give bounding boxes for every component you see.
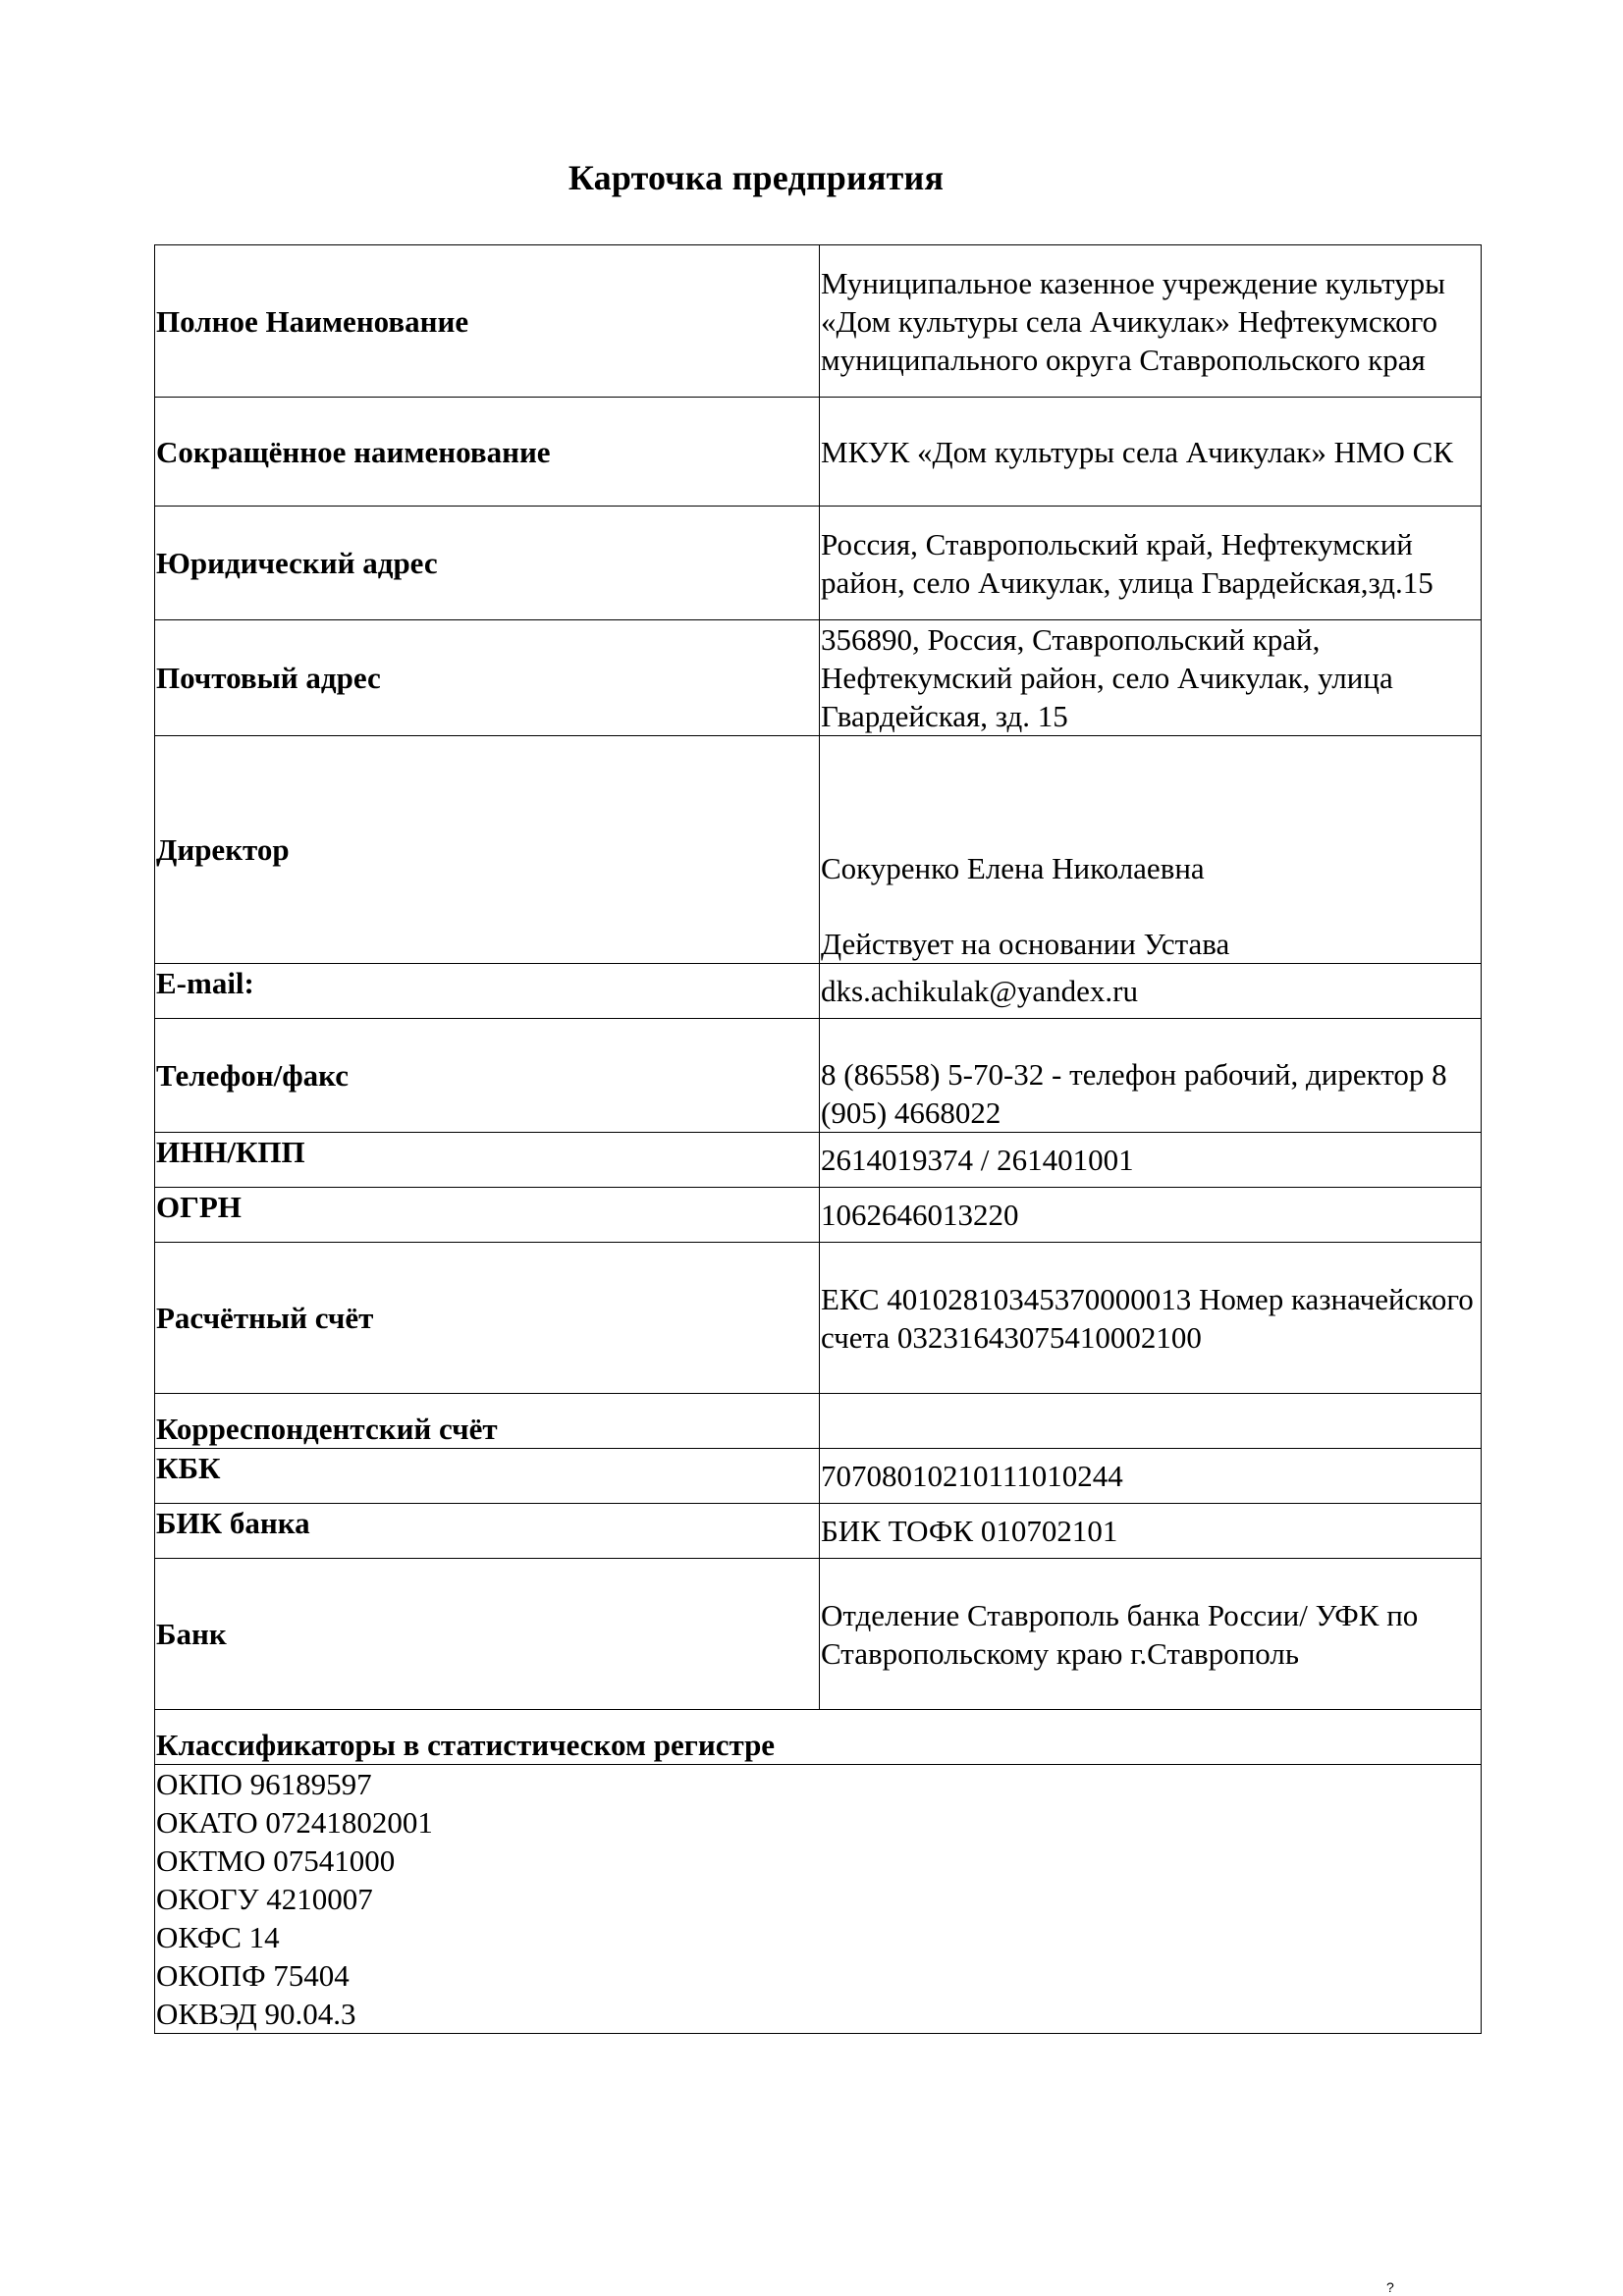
email-label: E-mail:	[155, 964, 820, 1019]
document-title: Карточка предприятия	[568, 158, 945, 197]
row-director	[155, 736, 1482, 964]
short-name-value: МКУК «Дом культуры села Ачикулак» НМО СК	[820, 398, 1482, 507]
row-account	[155, 1243, 1482, 1394]
row-ogrn	[155, 1188, 1482, 1243]
classifier-item: ОКФС 14	[156, 1920, 280, 1954]
classifier-item: ОКАТО 07241802001	[156, 1805, 433, 1840]
row-phone	[155, 1019, 1482, 1133]
corr-account-value	[820, 1394, 1482, 1449]
bik-label: БИК банка	[155, 1504, 820, 1559]
email-value: dks.achikulak@yandex.ru	[820, 964, 1482, 1019]
row-legal-address	[155, 507, 1482, 620]
classifier-item: ОКПО 96189597	[156, 1767, 372, 1801]
classifiers-heading: Классификаторы в статистическом регистре	[155, 1710, 1482, 1765]
postal-address-value: 356890, Россия, Ставропольский край, Нефтекумский район, село Ачикулак, улица Гвардейская, зд. 15	[820, 620, 1482, 736]
classifier-item: ОКВЭД 90.04.3	[156, 1997, 356, 2031]
row-classifiers-list	[155, 1765, 1482, 2034]
classifier-item: ОКОГУ 4210007	[156, 1882, 373, 1916]
row-inn-kpp	[155, 1133, 1482, 1188]
legal-address-value: Россия, Ставропольский край, Нефтекумский район, село Ачикулак, улица Гвардейская,зд.15	[820, 507, 1482, 620]
ogrn-label: ОГРН	[155, 1188, 820, 1243]
short-name-label: Сокращённое наименование	[155, 398, 820, 507]
row-corr-account	[155, 1394, 1482, 1449]
account-label: Расчётный счёт	[155, 1243, 820, 1394]
phone-label: Телефон/факс	[155, 1019, 820, 1133]
director-basis: Действует на основании Устава	[821, 927, 1230, 961]
ogrn-value: 1062646013220	[820, 1188, 1482, 1243]
row-full-name	[155, 245, 1482, 398]
full-name-label: Полное Наименование	[155, 245, 820, 398]
bank-label: Банк	[155, 1559, 820, 1710]
director-label: Директор	[155, 736, 820, 964]
postal-address-label: Почтовый адрес	[155, 620, 820, 736]
enterprise-card-table	[154, 244, 1482, 2034]
row-bank	[155, 1559, 1482, 1710]
bik-value: БИК ТОФК 010702101	[820, 1504, 1482, 1559]
classifiers-list	[155, 1765, 1482, 2034]
corr-account-label: Корреспондентский счёт	[155, 1394, 820, 1449]
inn-kpp-label: ИНН/КПП	[155, 1133, 820, 1188]
row-classifiers-heading	[155, 1710, 1482, 1765]
classifier-item: ОКТМО 07541000	[156, 1843, 396, 1878]
row-email	[155, 964, 1482, 1019]
inn-kpp-value: 2614019374 / 261401001	[820, 1133, 1482, 1188]
page-mark: ?	[1386, 2279, 1394, 2295]
row-postal-address	[155, 620, 1482, 736]
row-short-name	[155, 398, 1482, 507]
row-kbk	[155, 1449, 1482, 1504]
classifier-item: ОКОПФ 75404	[156, 1958, 350, 1993]
director-value	[820, 736, 1482, 964]
kbk-value: 70708010210111010244	[820, 1449, 1482, 1504]
row-bik	[155, 1504, 1482, 1559]
bank-value: Отделение Ставрополь банка России/ УФК по Ставропольскому краю г.Ставрополь	[820, 1559, 1482, 1710]
full-name-value: Муниципальное казенное учреждение культуры «Дом культуры села Ачикулак» Нефтекумского муниципального округа Ставропольского края	[820, 245, 1482, 398]
legal-address-label: Юридический адрес	[155, 507, 820, 620]
kbk-label: КБК	[155, 1449, 820, 1504]
director-name: Сокуренко Елена Николаевна	[821, 851, 1205, 885]
phone-value: 8 (86558) 5-70-32 - телефон рабочий, директор 8 (905) 4668022	[820, 1019, 1482, 1133]
account-value: ЕКС 40102810345370000013 Номер казначейского счета 03231643075410002100	[820, 1243, 1482, 1394]
